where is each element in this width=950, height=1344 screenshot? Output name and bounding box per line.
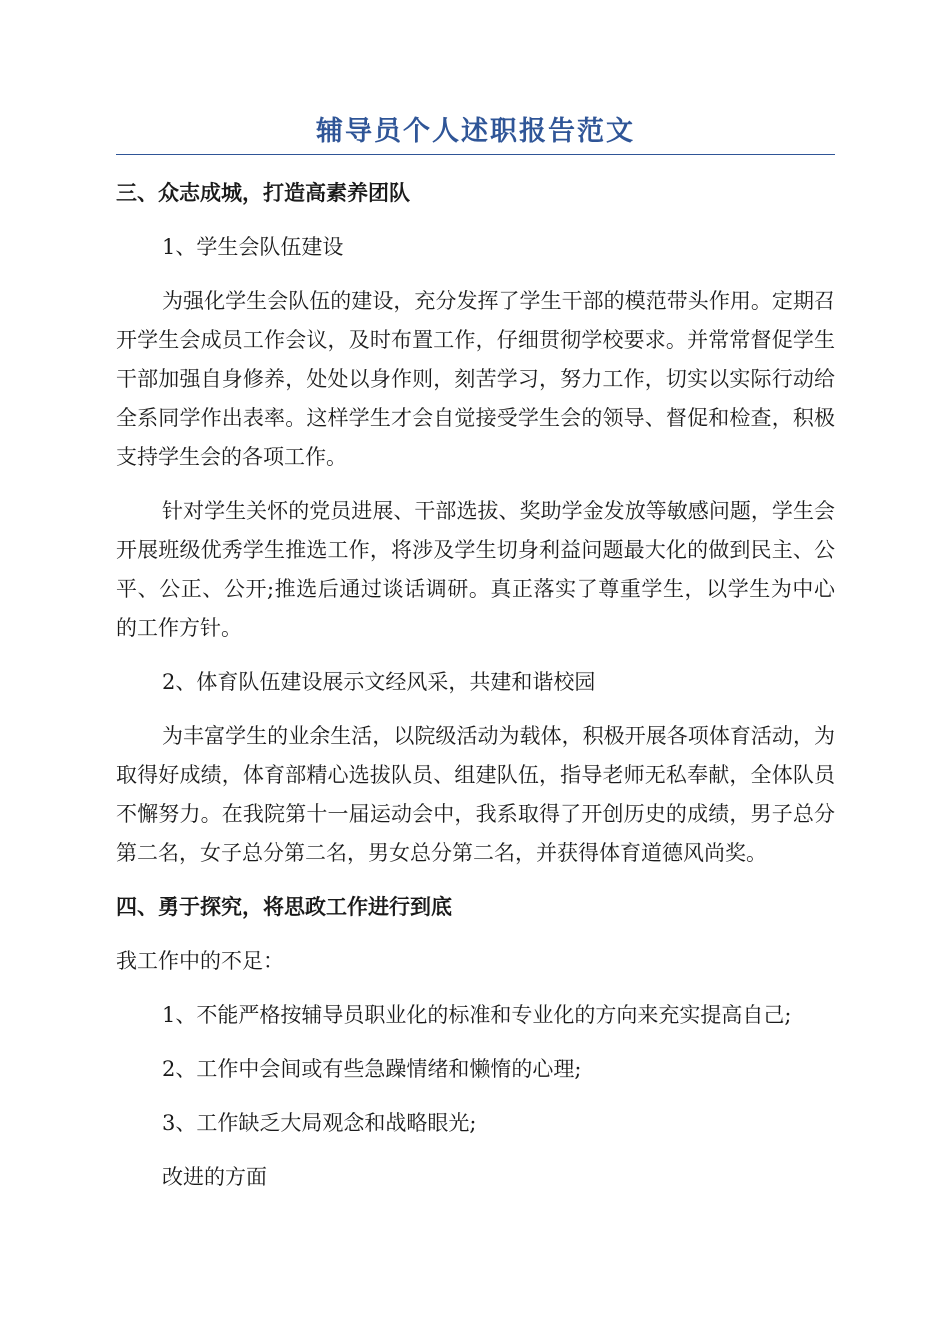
list-item-shortcoming-1: 1、不能严格按辅导员职业化的标准和专业化的方向来充实提高自己; [162,1003,792,1027]
document-body [116,174,835,1212]
list-item-shortcoming-3: 3、工作缺乏大局观念和战略眼光; [162,1111,477,1135]
section-heading-four: 四、勇于探究，将思政工作进行到底 [116,895,452,919]
subheading-sports-team: 2、体育队伍建设展示文经风采，共建和谐校园 [162,670,596,694]
document-title: 辅导员个人述职报告范文 [316,116,635,147]
section-heading-three: 三、众志成城，打造高素养团队 [116,181,410,205]
title-underline [116,154,835,155]
paragraph-sensitive-issues: 针对学生关怀的党员进展、干部选拔、奖助学金发放等敏感问题，学生会开展班级优秀学生推选工作，将涉及学生切身利益问题最大化的做到民主、公平、公正、公开;推选后通过谈话调研。真正落实了尊重学生，以学生为中心的工作方针。 [116,499,835,640]
paragraph-shortcomings-intro: 我工作中的不足： [116,949,284,973]
paragraph-improvements-intro: 改进的方面 [162,1165,267,1189]
list-item-shortcoming-2: 2、工作中会间或有些急躁情绪和懒惰的心理; [162,1057,582,1081]
paragraph-student-union-building: 为强化学生会队伍的建设，充分发挥了学生干部的模范带头作用。定期召开学生会成员工作会议，及时布置工作，仔细贯彻学校要求。并常常督促学生干部加强自身修养，处处以身作则，刻苦学习，努力工作，切实以实际行动给全系同学作出表率。这样学生才会自觉接受学生会的领导、督促和检查，积极支持学生会的各项工作。 [116,289,835,469]
paragraph-sports-activities: 为丰富学生的业余生活，以院级活动为载体，积极开展各项体育活动，为取得好成绩，体育部精心选拔队员、组建队伍，指导老师无私奉献，全体队员不懈努力。在我院第十一届运动会中，我系取得了开创历史的成绩，男子总分第二名，女子总分第二名，男女总分第二名，并获得体育道德风尚奖。 [116,724,835,865]
subheading-student-union: 1、学生会队伍建设 [162,235,344,259]
